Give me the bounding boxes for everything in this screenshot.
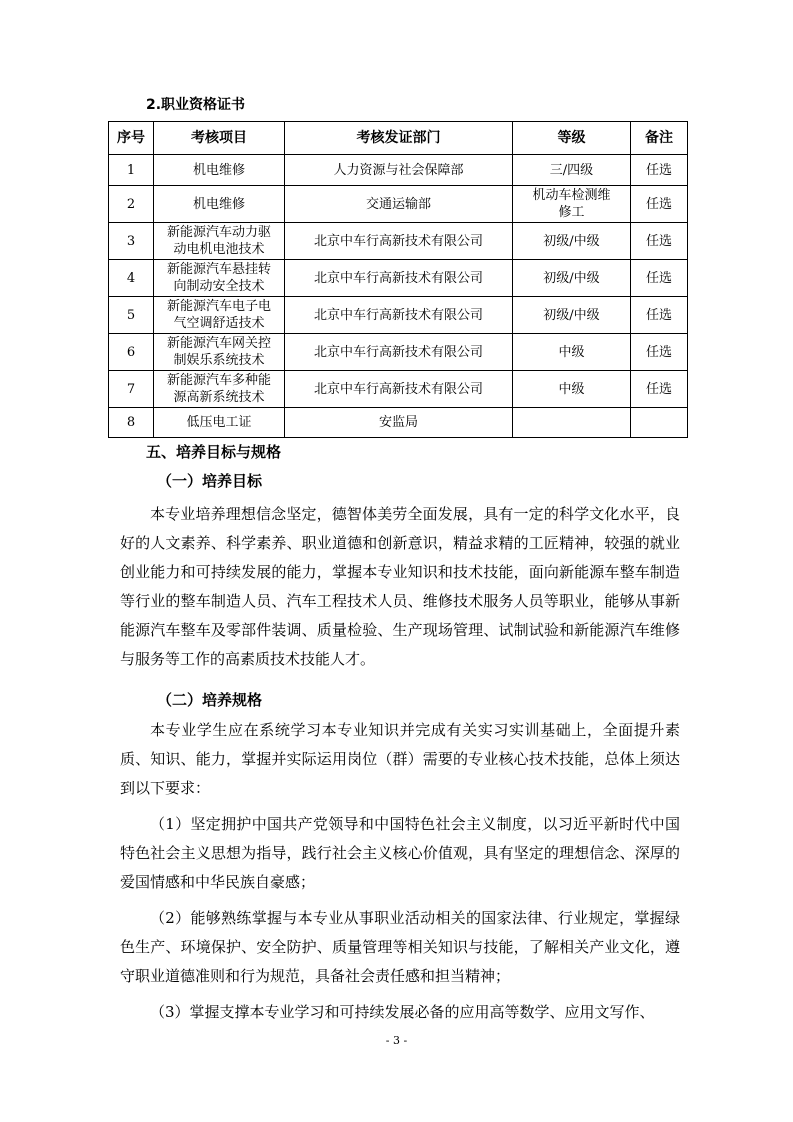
cell-dept: 北京中车行高新技术有限公司	[285, 260, 513, 297]
table-row	[109, 408, 688, 438]
cell-item: 机电维修	[154, 186, 285, 223]
cell-level: 机动车检测维修工	[513, 186, 631, 223]
header-note: 备注	[631, 122, 688, 155]
cell-dept: 北京中车行高新技术有限公司	[285, 297, 513, 334]
paragraph-spec-intro: 本专业学生应在系统学习本专业知识并完成有关实习实训基础上，全面提升素质、知识、能力，掌握并实际运用岗位（群）需要的专业核心技术技能，总体上须达到以下要求：	[120, 721, 680, 797]
paragraph-spec-3: （3）掌握支撑本专业学习和可持续发展必备的应用高等数学、应用文写作、	[150, 1003, 655, 1021]
cell-note: 任选	[631, 223, 688, 260]
paragraph-spec-2: （2）能够熟练掌握与本专业从事职业活动相关的国家法律、行业规定，掌握绿色生产、环境保护、安全防护、质量管理等相关知识与技能，了解相关产业文化，遵守职业道德准则和行为规范，具备社会责任感和担当精神；	[120, 909, 680, 985]
cell-note: 任选	[631, 186, 688, 223]
header-level: 等级	[513, 122, 631, 155]
cell-no: 3	[109, 223, 154, 260]
page-number: - 3 -	[385, 1034, 408, 1047]
cell-level	[513, 408, 631, 438]
cell-level: 中级	[513, 371, 631, 408]
paragraph-spec-1: （1）坚定拥护中国共产党领导和中国特色社会主义制度，以习近平新时代中国特色社会主义思想为指导，践行社会主义核心价值观，具有坚定的理想信念、深厚的爱国情感和中华民族自豪感；	[120, 815, 680, 891]
cell-note: 任选	[631, 371, 688, 408]
cell-item: 新能源汽车网关控制娱乐系统技术	[154, 334, 285, 371]
cell-note: 任选	[631, 155, 688, 186]
cell-dept: 安监局	[285, 408, 513, 438]
cell-item: 机电维修	[154, 155, 285, 186]
table-row	[109, 186, 688, 223]
header-item: 考核项目	[154, 122, 285, 155]
cell-no: 5	[109, 297, 154, 334]
heading-training-goal: （一）培养目标	[157, 472, 263, 490]
cell-no: 7	[109, 371, 154, 408]
table-header-row	[109, 122, 688, 155]
cell-dept: 北京中车行高新技术有限公司	[285, 223, 513, 260]
cell-no: 1	[109, 155, 154, 186]
cell-item: 新能源汽车动力驱动电机电池技术	[154, 223, 285, 260]
cell-dept: 北京中车行高新技术有限公司	[285, 371, 513, 408]
cell-dept: 北京中车行高新技术有限公司	[285, 334, 513, 371]
cell-item: 新能源汽车多种能源高新系统技术	[154, 371, 285, 408]
table-row	[109, 223, 688, 260]
cell-dept: 交通运输部	[285, 186, 513, 223]
cell-note: 任选	[631, 297, 688, 334]
table-row	[109, 155, 688, 186]
cell-no: 4	[109, 260, 154, 297]
cell-level: 三/四级	[513, 155, 631, 186]
table-row	[109, 297, 688, 334]
cell-dept: 人力资源与社会保障部	[285, 155, 513, 186]
cell-level: 初级/中级	[513, 223, 631, 260]
cell-note: 任选	[631, 334, 688, 371]
cell-no: 2	[109, 186, 154, 223]
cell-note: 任选	[631, 260, 688, 297]
cell-no: 6	[109, 334, 154, 371]
table-row	[109, 371, 688, 408]
cell-level: 中级	[513, 334, 631, 371]
cell-item: 新能源汽车电子电气空调舒适技术	[154, 297, 285, 334]
cell-level: 初级/中级	[513, 260, 631, 297]
paragraph-training-goal: 本专业培养理想信念坚定，德智体美劳全面发展，具有一定的科学文化水平，良好的人文素养、科学素养、职业道德和创新意识，精益求精的工匠精神，较强的就业创业能力和可持续发展的能力，掌握本专业知识和技术技能，面向新能源车整车制造等行业的整车制造人员、汽车工程技术人员、维修技术服务人员等职业，能够从事新能源汽车整车及零部件装调、质量检验、生产现场管理、试制试验和新能源汽车维修与服务等工作的高素质技术技能人才。	[120, 505, 680, 668]
cell-no: 8	[109, 408, 154, 438]
cell-item: 低压电工证	[154, 408, 285, 438]
header-no: 序号	[109, 122, 154, 155]
cell-note	[631, 408, 688, 438]
table-row	[109, 260, 688, 297]
section-title: 2.职业资格证书	[146, 97, 246, 113]
cell-item: 新能源汽车悬挂转向制动安全技术	[154, 260, 285, 297]
certificate-table	[108, 121, 688, 438]
header-dept: 考核发证部门	[285, 122, 513, 155]
table-row	[109, 334, 688, 371]
heading-training-spec: （二）培养规格	[157, 691, 263, 709]
cell-level: 初级/中级	[513, 297, 631, 334]
heading-section-5: 五、培养目标与规格	[146, 443, 282, 461]
